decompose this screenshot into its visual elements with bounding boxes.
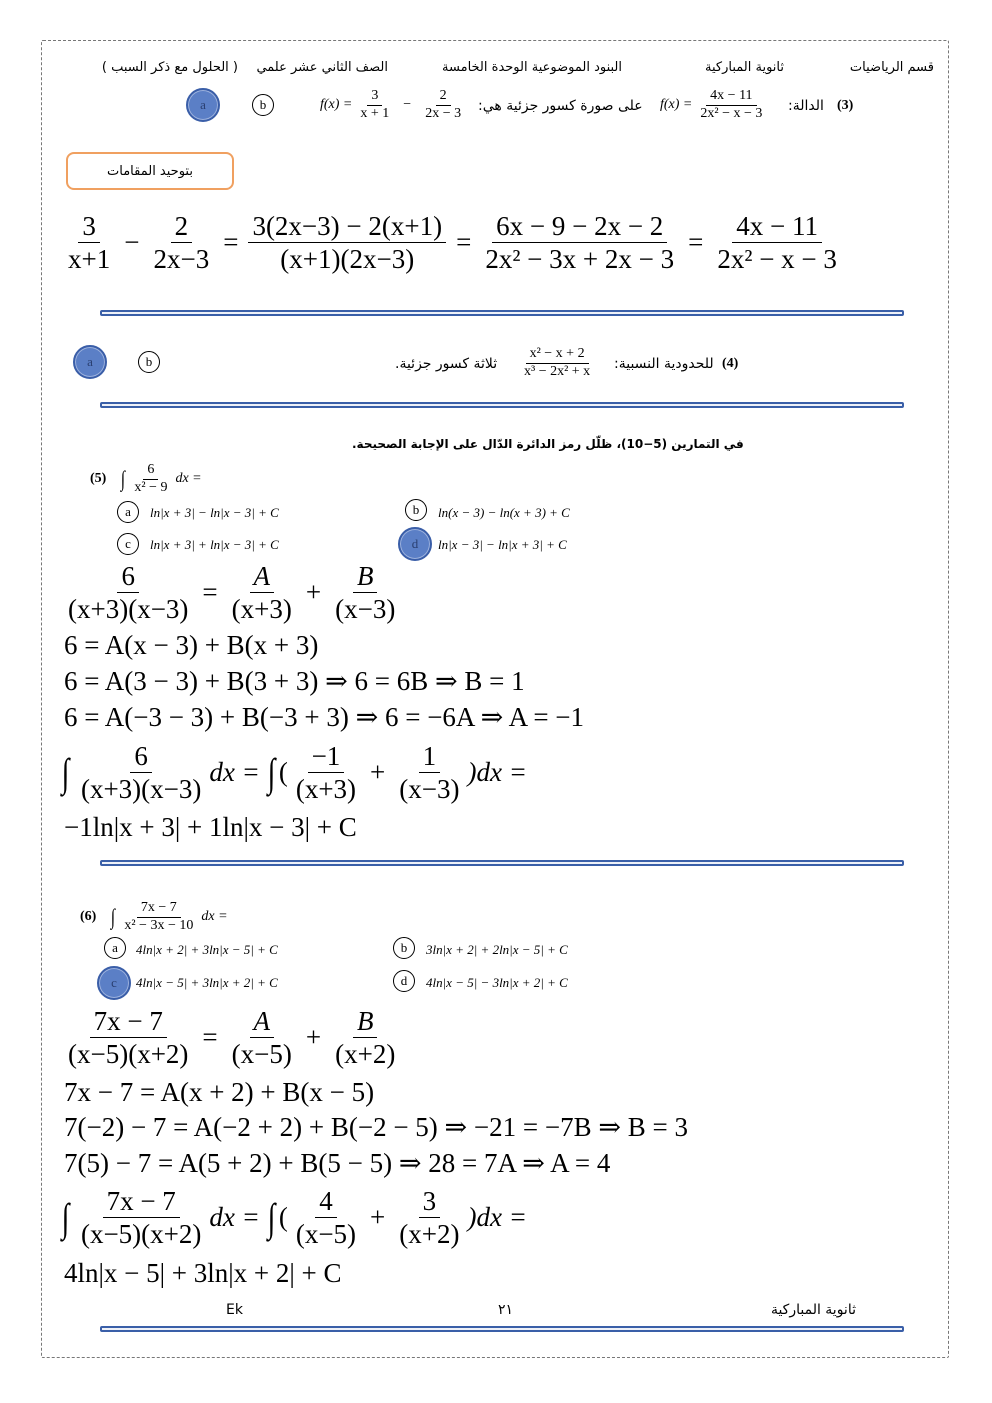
q4-option-a-selected[interactable]: a — [73, 345, 107, 379]
q3-answer-expression: f(x) = $\frac{3}{x + 1}$ − $\frac{2}{2x - 3}$ — [320, 88, 462, 121]
q4-number: (4) — [722, 356, 739, 371]
q4-option-b[interactable]: b — [138, 351, 160, 373]
header-note: ( الحلول مع ذكر السبب ) — [101, 60, 238, 75]
q5-option-b[interactable]: b — [405, 499, 427, 521]
q4-text-b: ثلاثة كسور جزئية. — [395, 356, 498, 372]
q5-option-a[interactable]: a — [117, 501, 139, 523]
q6-option-d-text: 4ln|x − 5| − 3ln|x + 2| + C — [426, 975, 568, 990]
q6-option-b-text: 3ln|x + 2| + 2ln|x − 5| + C — [426, 942, 568, 957]
header-dept: قسم الرياضيات — [849, 60, 934, 75]
q6-option-d[interactable]: d — [393, 970, 415, 992]
q5-sol-line5: ∫ $\frac{6}{(x+3)(x-3)}$ dx = ∫ ( $\frac{-1}{(x+3)}$ + $\frac{1}{(x-3)}$ )dx = — [61, 741, 527, 805]
q6-option-a-text: 4ln|x + 2| + 3ln|x − 5| + C — [136, 942, 278, 957]
q3-solution: $\frac{3}{x+1}$ − $\frac{2}{2x-3}$ = $\frac{3(2x-3) - 2(x+1)}{(x+1)(2x-3)}$ = $\frac{6x - 9 - 2x - 2}{\text{2x² − 3x + 2x − 3}}$ = $\frac{4x - 11}{\text{2x² − x − 3}}$ — [68, 211, 837, 275]
q5-sol-line6: −1ln|x + 3| + 1ln|x − 3| + C — [64, 812, 357, 842]
q3-function: f(x) = $\frac{4x - 11}{\text{2x² − x − 3}}$ — [660, 88, 763, 121]
header-school: ثانوية المباركية — [705, 60, 784, 75]
q5-option-c-text: ln|x + 3| + ln|x − 3| + C — [150, 537, 279, 552]
header-unit: البنود الموضوعية الوحدة الخامسة — [442, 60, 622, 75]
section-divider-1 — [100, 310, 904, 316]
q6-question: (6) ∫ $\frac{7x - 7}{\text{x² − 3x − 10}}$ dx = — [80, 900, 228, 933]
q5-sol-line3: 6 = A(3 − 3) + B(3 + 3) ⇒ 6 = 6B ⇒ B = 1 — [64, 666, 525, 696]
q6-sol-line2: 7x − 7 = A(x + 2) + B(x − 5) — [64, 1077, 375, 1107]
q6-sol-line6: 4ln|x − 5| + 3ln|x + 2| + C — [64, 1258, 342, 1288]
q6-sol-line5: ∫ $\frac{7x - 7}{(x-5)(x+2)}$ dx = ∫ ( $\frac{4}{(x-5)}$ + $\frac{3}{(x+2)}$ )dx = — [61, 1186, 527, 1250]
footer-school: ثانوية المباركية — [770, 1302, 856, 1318]
q5-option-b-text: ln(x − 3) − ln(x + 3) + C — [438, 505, 570, 520]
q6-sol-line3: 7(−2) − 7 = A(−2 + 2) + B(−2 − 5) ⇒ −21 = −7B ⇒ B = 3 — [64, 1112, 688, 1142]
q5-option-a-text: ln|x + 3| − ln|x − 3| + C — [150, 505, 279, 520]
q6-option-a[interactable]: a — [104, 937, 126, 959]
q6-option-b[interactable]: b — [393, 937, 415, 959]
instructions: في التمارين (5−10)، ظلّل رمز الدائرة الدّال على الإجابة الصحيحة. — [352, 437, 744, 451]
q3-number: (3) — [837, 98, 854, 113]
q5-sol-line1: $\frac{6}{(x+3)(x-3)}$ = $\frac{A}{(x+3)}$ + $\frac{B}{(x-3)}$ — [68, 561, 396, 625]
footer-left: Ek — [226, 1302, 243, 1318]
section-divider-3 — [100, 860, 904, 866]
q3-option-a-selected[interactable]: a — [186, 88, 220, 122]
q6-sol-line4: 7(5) − 7 = A(5 + 2) + B(5 − 5) ⇒ 28 = 7A ⇒ A = 4 — [64, 1148, 611, 1178]
q6-sol-line1: $\frac{7x - 7}{(x-5)(x+2)}$ = $\frac{A}{(x-5)}$ + $\frac{B}{(x+2)}$ — [68, 1006, 396, 1070]
q3-option-b[interactable]: b — [252, 94, 274, 116]
q5-sol-line2: 6 = A(x − 3) + B(x + 3) — [64, 630, 319, 660]
q6-option-c-text: 4ln|x − 5| + 3ln|x + 2| + C — [136, 975, 278, 990]
footer-divider — [100, 1326, 904, 1332]
q5-option-d-text: ln|x − 3| − ln|x + 3| + C — [438, 537, 567, 552]
hint-box: بتوحيد المقامات — [66, 152, 234, 190]
q5-question: (5) ∫ $\frac{6}{\text{x² − 9}}$ dx = — [90, 462, 202, 495]
q3-text-b: على صورة كسور جزئية هي: — [478, 98, 643, 114]
q4-text-a: للحدودية النسبية: — [614, 356, 714, 372]
q5-option-d-selected[interactable]: d — [398, 527, 432, 561]
section-divider-2 — [100, 402, 904, 408]
q5-sol-line4: 6 = A(−3 − 3) + B(−3 + 3) ⇒ 6 = −6A ⇒ A = −1 — [64, 702, 585, 732]
q4-expression: $\frac{\text{x² − x + 2}}{\text{x³ − 2x² + x}}$ — [524, 346, 591, 379]
q6-option-c-selected[interactable]: c — [97, 966, 131, 1000]
q5-option-c[interactable]: c — [117, 533, 139, 555]
q3-text-a: الدالة: — [788, 98, 824, 114]
header-grade: الصف الثاني عشر علمي — [256, 60, 388, 75]
footer-page-number: ٢١ — [498, 1302, 514, 1318]
